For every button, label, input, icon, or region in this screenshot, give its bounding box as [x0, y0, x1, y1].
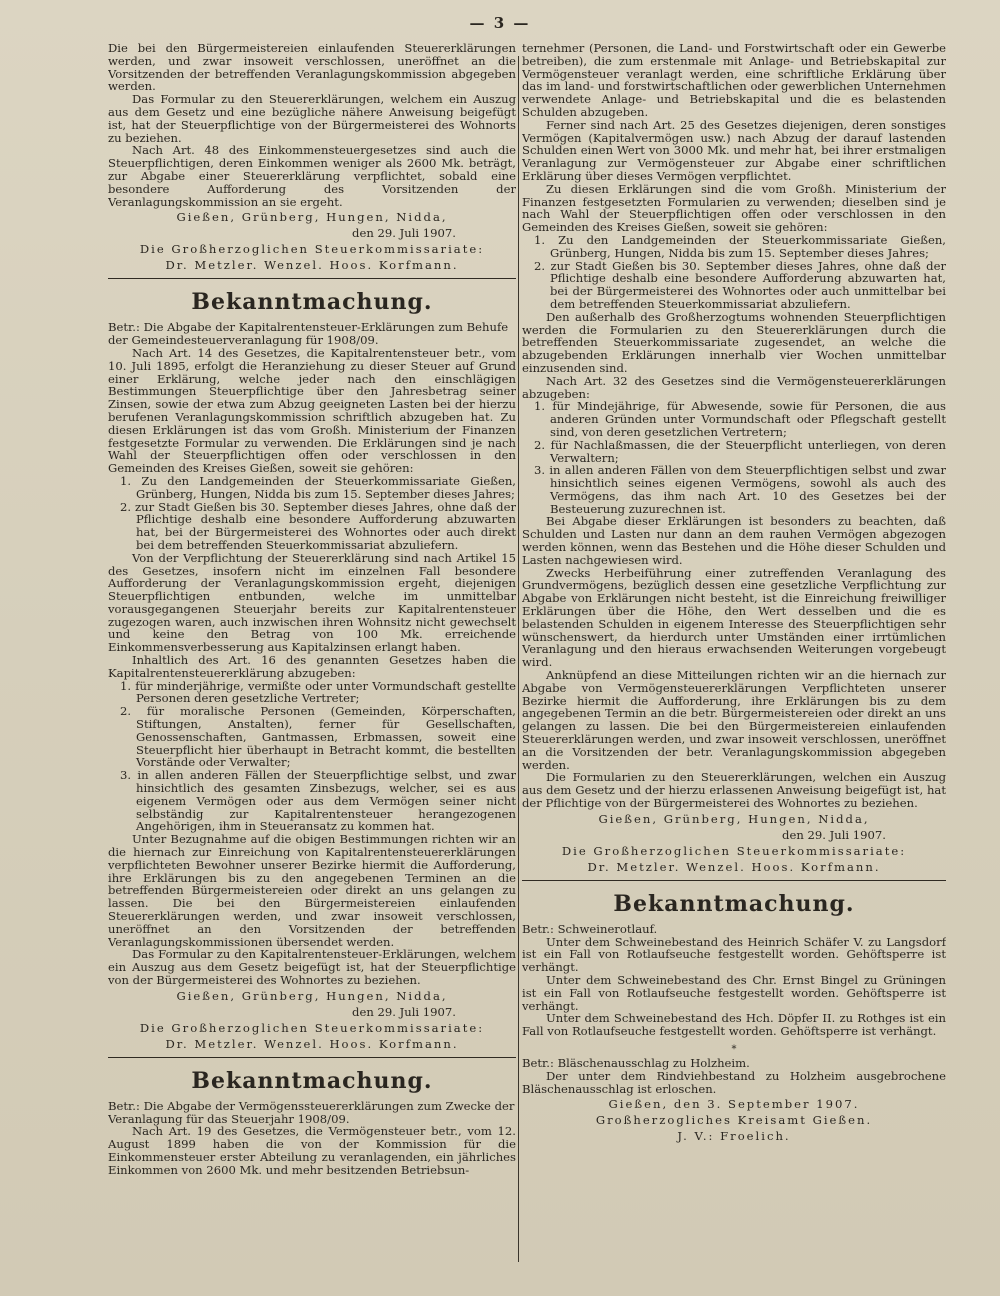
list-item: 1. Zu den Landgemeinden der Steuerkommissariate Gießen, Grünberg, Hungen, Nidda bis zum 15. September dieses Jahres;	[534, 232, 946, 260]
notice-subject: Betr.: Die Abgabe der Kapitalrentensteuer-Erklärungen zum Behufe der Gemeindesteuerveranlagung für 1908/09.	[108, 320, 509, 348]
intro-places: Gießen, Grünberg, Hungen, Nidda,	[176, 210, 448, 225]
list-item: 1. für Mindejährige, für Abwesende, sowie für Personen, die aus anderen Gründen unter Vormundschaft oder Pflegschaft gestellt sind, von deren gesetzlichen Vertretern;	[534, 399, 946, 439]
notice-authority: Die Großherzoglichen Steuerkommissariate:	[139, 1020, 485, 1035]
left-column	[108, 42, 516, 1262]
notice-places: Gießen, Grünberg, Hungen, Nidda,	[598, 811, 870, 826]
notice-subject: Betr.: Schweinerotlauf.	[522, 921, 658, 936]
notice-paragraph: Bei Abgabe dieser Erklärungen ist besonders zu beachten, daß Schulden und Lasten nur dann an dem rauhen Vermögen abgezogen werden können, wenn das Bestehen und die Höhe dieser Schulden und Lasten nachgewiesen wird.	[522, 514, 946, 567]
notice-paragraph: Zu diesen Erklärungen sind die vom Großh. Ministerium der Finanzen festgesetzten Formularien zu verwenden; dieselben sind je nach Wahl der Steuerpflichtigen offen oder verschlossen in den Gemeinden des Kreises Gießen, soweit sie gehören:	[522, 181, 946, 235]
notice-paragraph: Die Formularien zu den Steuererklärungen, welchen ein Auszug aus dem Gesetz und der hierzu erlassenen Anweisung beigefügt ist, hat der Pflichtige von der Bürgermeisterei des Wohnortes zu beziehen.	[522, 770, 946, 811]
notice-paragraph: Nach Art. 32 des Gesetzes sind die Vermögensteuererklärungen abzugeben:	[522, 373, 946, 401]
intro-signatures: Dr. Metzler. Wenzel. Hoos. Korfmann.	[165, 258, 459, 273]
notice-paragraph: Von der Verpflichtung der Steuererklärung sind nach Artikel 15 des Gesetzes, insofern nicht im einzelnen Fall besondere Aufforderung der Veranlagungskommission ergeht, diejenigen Steuerpflichtigen entbunden, welche im unmittelbar vorausgegangenen Steuerjahr bereits zur Kapitalrentensteuer zugezogen waren, auch inzwischen ihren Wohnsitz nicht gewechselt und keine den Betrag von 100 Mk. erreichende Einkommensverbesserung aus Kapitalzinsen erlangt haben.	[108, 550, 516, 655]
separator	[108, 1057, 516, 1058]
intro-paragraph-2: Das Formular zu den Steuererklärungen, welchem ein Auszug aus dem Gesetz und eine bezügliche nähere Anweisung beigefügt ist, hat der Steuerpflichtige von der Bürgermeisterei des Wohnorts zu beziehen.	[108, 92, 516, 145]
notice-paragraph: Nach Art. 14 des Gesetzes, die Kapitalrentensteuer betr., vom 10. Juli 1895, erfolgt die Heranziehung zu dieser Steuer auf Grund einer Erklärung, welche jeder nach den einschlägigen Bestimmungen Steuerpflichtige über den Jahresbetrag seiner Zinsen, sowie der etwa zum Abzug geeigneten Lasten bei der hierzu berufenen Veranlagungskommission schriftlich abzugeben hat. Zu diesen Erklärungen ist das vom Großh. Ministerium der Finanzen festgesetzte Formular zu verwenden. Die Erklärungen sind je nach Wahl der Steuerpflichtigen offen oder verschlossen in den Gemeinden des Kreises Gießen, soweit sie gehören:	[108, 345, 516, 476]
notice-paragraph: Nach Art. 19 des Gesetzes, die Vermögensteuer betr., vom 12. August 1899 haben die von der Kommission für die Einkommensteuer erster Abteilung zu veranlagenden, ein jährliches Einkommen von 2600 Mk. und mehr besitzenden Betriebsun-	[108, 1124, 516, 1177]
notice-authority: Großherzogliches Kreisamt Gießen.	[595, 1113, 873, 1128]
page-number: — 3 —	[469, 14, 531, 32]
notice-heading-animal-disease: Bekanntmachung.	[613, 890, 855, 917]
list-item: 1. für minderjährige, vermißte oder unter Vormundschaft gestellte Personen deren gesetzliche Vertreter;	[120, 678, 516, 706]
list-item: 1. Zu den Landgemeinden der Steuerkommissariate Gießen, Grünberg, Hungen, Nidda bis zum 15. September dieses Jahres;	[120, 473, 516, 501]
notice-places: Gießen, Grünberg, Hungen, Nidda,	[176, 988, 448, 1003]
list-item: 2. für Nachlaßmassen, die der Steuerpflicht unterliegen, von deren Verwaltern;	[534, 437, 946, 465]
notice-paragraph: Zwecks Herbeiführung einer zutreffenden Veranlagung des Grundvermögens, bezüglich dessen eine gesetzliche Verpflichtung zur Abgabe von Erklärungen nicht besteht, ist die Einreichung freiwilliger Erklärungen über die Höhe, den Wert desselben und die es belastenden Schulden in eigenem Interesse des Steuerpflichtigen sehr wünschenswert, da hierdurch unter Umständen einer irrtümlichen Veranlagung und den hieraus erwachsenden Weiterungen vorgebeugt wird.	[522, 565, 946, 670]
notice-paragraph: Ferner sind nach Art. 25 des Gesetzes diejenigen, deren sonstiges Vermögen (Kapitalvermögen usw.) nach Abzug der darauf lastenden Schulden einen Wert von 3000 Mk. und mehr hat, bei ihrer erstmaligen Veranlagung zur Vermögensteuer zur Abgabe einer schriftlichen Erklärung über dieses Vermögen verpflichtet.	[522, 117, 946, 183]
notice-paragraph: Unter Bezugnahme auf die obigen Bestimmungen richten wir an die hiernach zur Einreichung von Kapitalrentensteuererklärungen verpflichteten Bewohner unserer Bezirke hiermit die Aufforderung, ihre Erklärungen bis zu den angegebenen Terminen an die betreffenden Bürgermeistereien oder direkt an uns gelangen zu lassen. Die bei den Bürgermeistereien einlaufenden Steuererklärungen werden, und zwar insoweit verschlossen, uneröffnet an den Vorsitzenden der betreffenden Veranlagungskommissionen übersendet werden.	[108, 832, 516, 949]
star-separator: *	[731, 1043, 737, 1055]
notice-heading-capital-tax: Bekanntmachung.	[191, 289, 433, 316]
separator	[522, 880, 946, 881]
notice-heading-wealth-tax: Bekanntmachung.	[191, 1067, 433, 1094]
notice-paragraph: Unter dem Schweinebestand des Chr. Ernst Bingel zu Grüningen ist ein Fall von Rotlaufseuche festgestellt worden. Gehöftsperre ist verhängt.	[522, 973, 946, 1013]
notice-paragraph: Inhaltlich des Art. 16 des genannten Gesetzes haben die Kapitalrentensteuererklärung abzugeben:	[108, 653, 516, 680]
intro-authority: Die Großherzoglichen Steuerkommissariate:	[139, 242, 485, 257]
column-divider	[518, 56, 519, 1262]
intro-paragraph-1: Die bei den Bürgermeistereien einlaufenden Steuererklärungen werden, und zwar insoweit verschlossen, uneröffnet an die Vorsitzenden der betreffenden Veranlagungskommission abgegeben werden.	[108, 42, 516, 94]
notice-subject: Betr.: Bläschenausschlag zu Holzheim.	[522, 1055, 750, 1070]
notice-signatures: Dr. Metzler. Wenzel. Hoos. Korfmann.	[587, 859, 881, 874]
notice-paragraph: Das Formular zu den Kapitalrentensteuer-Erklärungen, welchem ein Auszug aus dem Gesetz beigefügt ist, hat der Steuerpflichtige von der Bürgermeisterei des Wohnortes zu beziehen.	[108, 947, 516, 987]
continued-paragraph: ternehmer (Personen, die Land- und Forstwirtschaft oder ein Gewerbe betreiben), die zum erstenmale mit Anlage- und Betriebskapital zur Vermögensteuer veranlagt werden, eine schriftliche Erklärung über das im land- und forstwirtschaftlichen oder gewerblichen Unternehmen verwendete Anlage- und Betriebskapital und die es belastenden Schulden abzugeben.	[522, 42, 946, 119]
notice-paragraph: Unter dem Schweinebestand des Hch. Döpfer II. zu Rothges ist ein Fall von Rotlaufseuche festgestellt worden. Gehöftsperre ist verhängt.	[522, 1011, 946, 1039]
notice-authority: Die Großherzoglichen Steuerkommissariate:	[561, 843, 907, 858]
separator	[108, 278, 516, 279]
list-item: 2. zur Stadt Gießen bis 30. September dieses Jahres, ohne daß der Pflichtige deshalb eine besondere Aufforderung abzuwarten hat, bei der Bürgermeisterei des Wohnortes oder auch unmittelbar bei dem betreffenden Steuerkommissariat abzuliefern.	[534, 258, 946, 311]
notice-paragraph: Der unter dem Rindviehbestand zu Holzheim ausgebrochene Bläschenausschlag ist erloschen.	[522, 1068, 946, 1096]
notice-paragraph: Den außerhalb des Großherzogtums wohnenden Steuerpflichtigen werden die Formularien zu den Steuererklärungen durch die betreffenden Steuerkommissariate zugesendet, an welche die abzugebenden Erklärungen innerhalb vier Wochen unmittelbar einzusenden sind.	[522, 309, 946, 375]
notice-paragraph: Anknüpfend an diese Mitteilungen richten wir an die hiernach zur Abgabe von Vermögensteuererklärungen Verpflichteten unserer Bezirke hiermit die Aufforderung, ihre Erklärungen bis zu dem angegebenen Termin an die betr. Bürgermeistereien oder direkt an uns gelangen zu lassen. Die bei den Bürgermeistereien einlaufenden Steuererklärungen werden, und zwar insoweit verschlossen, uneröffnet an die Vorsitzenden der betr. Veranlagungskommission abgegeben werden.	[522, 668, 946, 772]
right-column	[522, 42, 946, 1262]
intro-date: den 29. Juli 1907.	[352, 226, 456, 241]
notice-signatures: J. V.: Froelich.	[677, 1129, 791, 1144]
notice-signatures: Dr. Metzler. Wenzel. Hoos. Korfmann.	[165, 1036, 459, 1051]
notice-date: Gießen, den 3. September 1907.	[608, 1097, 860, 1112]
notice-date: den 29. Juli 1907.	[782, 827, 886, 842]
list-item: 3. in allen anderen Fällen von dem Steuerpflichtigen selbst und zwar hinsichtlich seines eigenen Vermögens, sowohl als auch des Vermögens, das ihm nach Art. 10 des Gesetzes bei der Besteuerung zuzurechnen ist.	[534, 463, 946, 516]
list-item: 2. für moralische Personen (Gemeinden, Körperschaften, Stiftungen, Anstalten), ferner für Gesellschaften, Genossenschaften, Gantmassen, Erbmassen, soweit eine Steuerpflicht hier überhaupt in Betracht kommt, die bestellten Vorstände oder Verwalter;	[120, 704, 516, 770]
notice-subject: Betr.: Die Abgabe der Vermögenssteuererklärungen zum Zwecke der Veranlagung für das Steuerjahr 1908/09.	[108, 1098, 515, 1126]
notice-date: den 29. Juli 1907.	[352, 1004, 456, 1019]
intro-paragraph-3: Nach Art. 48 des Einkommensteuergesetzes sind auch die Steuerpflichtigen, deren Einkommen weniger als 2600 Mk. beträgt, zur Abgabe einer Steuererklärung verpflichtet, sobald eine besondere Aufforderung des Vorsitzenden der Veranlagungskommission an sie ergeht.	[108, 143, 516, 209]
notice-paragraph: Unter dem Schweinebestand des Heinrich Schäfer V. zu Langsdorf ist ein Fall von Rotlaufseuche festgestellt worden. Gehöftsperre ist verhängt.	[522, 934, 946, 975]
list-item: 2. zur Stadt Gießen bis 30. September dieses Jahres, ohne daß der Pflichtige deshalb eine besondere Aufforderung abzuwarten hat, bei der Bürgermeisterei des Wohnortes oder auch direkt bei dem betreffenden Steuerkommissariat abzuliefern.	[120, 499, 516, 552]
list-item: 3. in allen anderen Fällen der Steuerpflichtige selbst, und zwar hinsichtlich des gesamten Zinsbezugs, welcher, sei es aus eigenem Vermögen oder aus dem Vermögen seiner nicht selbständig zur Kapitalrentensteuer herangezogenen Angehörigen, ihm in Steueransatz zu kommen hat.	[120, 768, 516, 834]
